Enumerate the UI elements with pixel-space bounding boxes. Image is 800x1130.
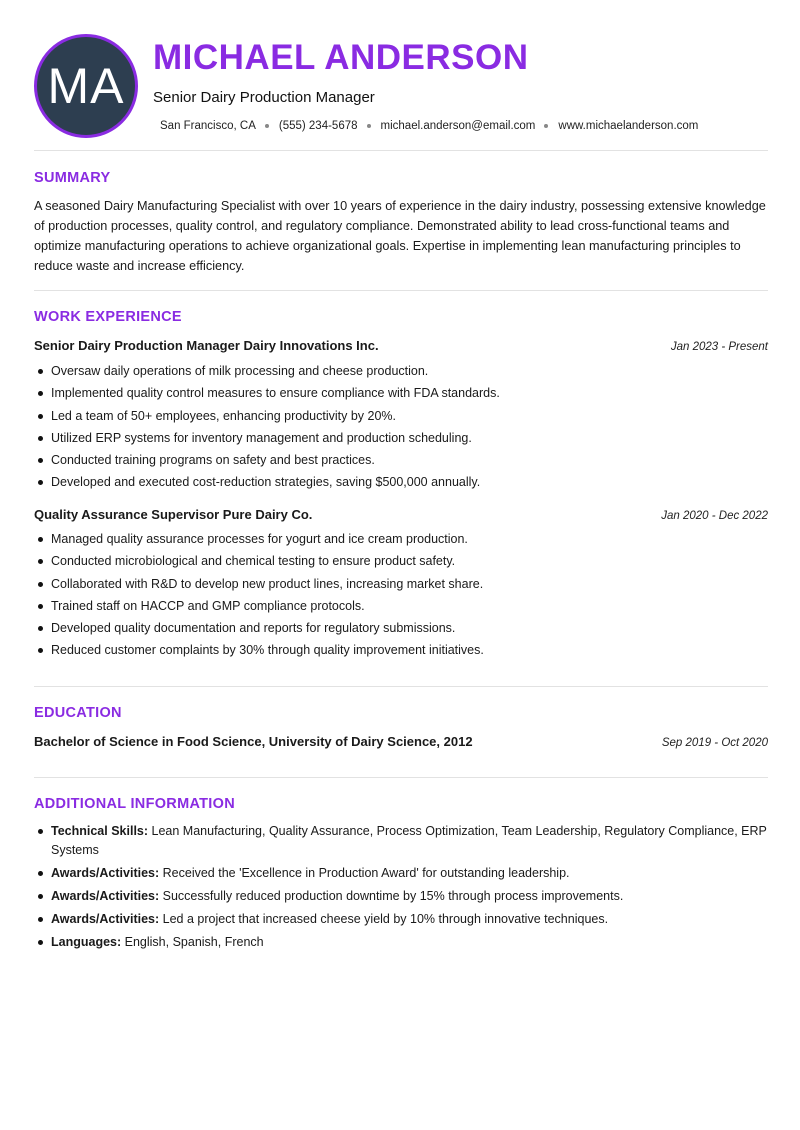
list-item bbox=[34, 910, 768, 929]
divider bbox=[34, 150, 768, 151]
item-label: Technical Skills: bbox=[51, 824, 149, 838]
item-text: English, Spanish, French bbox=[124, 935, 264, 949]
list-item bbox=[34, 864, 768, 883]
list-item: Managed quality assurance processes for yogurt and ice cream production. bbox=[34, 528, 768, 550]
list-item bbox=[34, 933, 768, 952]
list-item: Reduced customer complaints by 30% through quality improvement initiatives. bbox=[34, 639, 768, 661]
additional-list bbox=[34, 822, 768, 956]
job-header bbox=[34, 507, 768, 522]
degree: Bachelor of Science in Food Science, University of Dairy Science, 2012 bbox=[34, 734, 473, 749]
education-heading: EDUCATION bbox=[34, 705, 122, 721]
avatar bbox=[34, 34, 138, 138]
additional-heading: ADDITIONAL INFORMATION bbox=[34, 796, 235, 812]
job-date: Jan 2020 - Dec 2022 bbox=[661, 510, 768, 522]
list-item: Trained staff on HACCP and GMP compliance protocols. bbox=[34, 595, 768, 617]
list-item: Developed quality documentation and reports for regulatory submissions. bbox=[34, 617, 768, 639]
list-item: Developed and executed cost-reduction strategies, saving $500,000 annually. bbox=[34, 471, 768, 493]
list-item: Oversaw daily operations of milk processing and cheese production. bbox=[34, 360, 768, 382]
contact-location: San Francisco, CA bbox=[160, 120, 256, 132]
summary-heading: SUMMARY bbox=[34, 170, 111, 186]
contact-website[interactable]: www.michaelanderson.com bbox=[558, 120, 699, 132]
list-item: Conducted training programs on safety and best practices. bbox=[34, 449, 768, 471]
item-text: Received the 'Excellence in Production Award' for outstanding leadership. bbox=[162, 866, 570, 880]
list-item: Led a team of 50+ employees, enhancing productivity by 20%. bbox=[34, 405, 768, 427]
list-item bbox=[34, 887, 768, 906]
contact-bar bbox=[160, 120, 698, 132]
avatar-initials: MA bbox=[47, 58, 125, 114]
list-item bbox=[34, 822, 768, 860]
job-bullets bbox=[34, 360, 768, 494]
list-item: Conducted microbiological and chemical testing to ensure product safety. bbox=[34, 550, 768, 572]
candidate-name: MICHAEL ANDERSON bbox=[153, 38, 529, 77]
list-item: Utilized ERP systems for inventory management and production scheduling. bbox=[34, 427, 768, 449]
item-label: Awards/Activities: bbox=[51, 866, 160, 880]
education-entry bbox=[34, 734, 768, 749]
job-title: Senior Dairy Production Manager Dairy Innovations Inc. bbox=[34, 338, 379, 353]
item-text: Successfully reduced production downtime by 15% through process improvements. bbox=[162, 889, 624, 903]
item-label: Awards/Activities: bbox=[51, 889, 160, 903]
job-bullets bbox=[34, 528, 768, 662]
separator-dot bbox=[367, 124, 371, 128]
list-item: Implemented quality control measures to ensure compliance with FDA standards. bbox=[34, 382, 768, 404]
list-item: Collaborated with R&D to develop new product lines, increasing market share. bbox=[34, 573, 768, 595]
divider bbox=[34, 290, 768, 291]
item-label: Languages: bbox=[51, 935, 122, 949]
experience-heading: WORK EXPERIENCE bbox=[34, 309, 182, 325]
job-title: Quality Assurance Supervisor Pure Dairy Co. bbox=[34, 507, 313, 522]
item-text: Led a project that increased cheese yield by 10% through innovative techniques. bbox=[162, 912, 609, 926]
separator-dot bbox=[544, 124, 548, 128]
divider bbox=[34, 686, 768, 687]
education-date: Sep 2019 - Oct 2020 bbox=[661, 737, 768, 749]
item-text: Lean Manufacturing, Quality Assurance, Process Optimization, Team Leadership, Regulatory Compliance, ERP Systems bbox=[51, 824, 767, 857]
job-date: Jan 2023 - Present bbox=[670, 341, 768, 353]
contact-phone: (555) 234-5678 bbox=[278, 120, 358, 132]
contact-email[interactable]: michael.anderson@email.com bbox=[380, 120, 536, 132]
separator-dot bbox=[265, 124, 269, 128]
job-header bbox=[34, 338, 768, 353]
summary-text: A seasoned Dairy Manufacturing Specialist with over 10 years of experience in the dairy industry, possessing extensive knowledge of production processes, quality control, and regulatory compliance. Demonstrated ability to lead cross-functional teams and optimize manufacturing operations to achieve organizational goals. Expertise in implementing lean manufacturing principles to reduce waste and increase efficiency. bbox=[34, 199, 766, 273]
divider bbox=[34, 777, 768, 778]
item-label: Awards/Activities: bbox=[51, 912, 160, 926]
candidate-role: Senior Dairy Production Manager bbox=[153, 89, 375, 106]
